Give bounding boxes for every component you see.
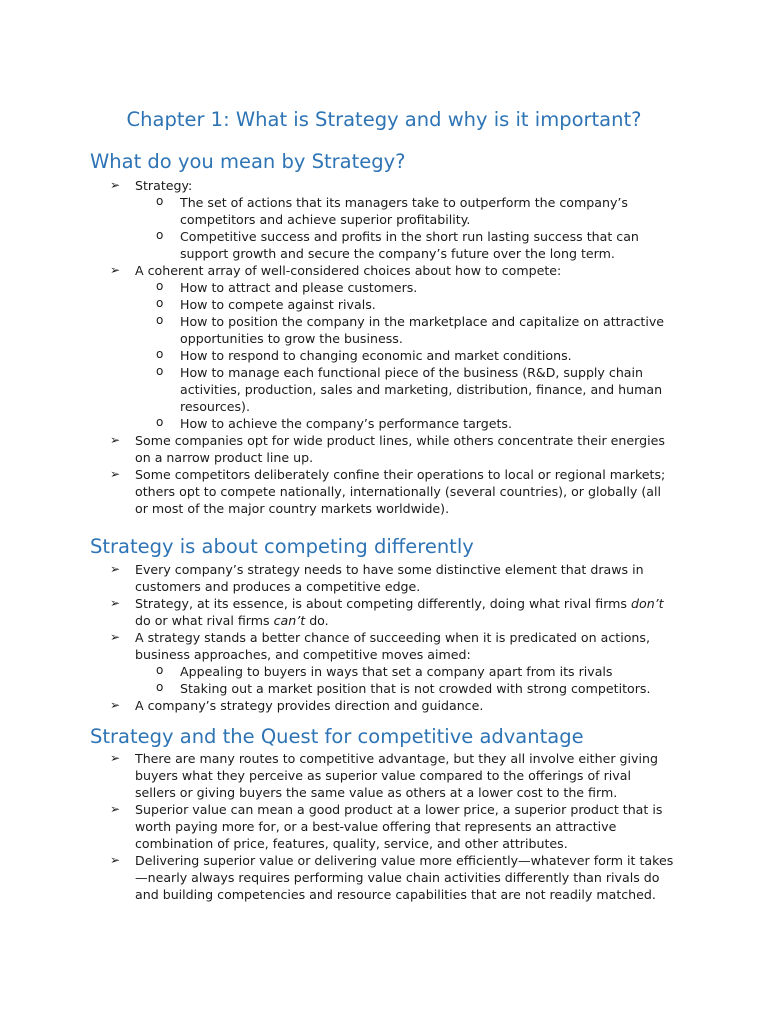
circle-bullet-icon: o bbox=[156, 279, 164, 293]
section-list-what-is-strategy bbox=[0, 177, 675, 517]
circle-bullet-icon: o bbox=[156, 663, 164, 677]
circle-bullet-icon: o bbox=[156, 347, 164, 361]
circle-bullet-icon: o bbox=[156, 228, 164, 242]
sub-bullet-item: o How to attract and please customers. bbox=[156, 279, 418, 295]
section-list-competing-differently bbox=[0, 561, 675, 714]
sub-list bbox=[135, 279, 675, 432]
sub-bullet-item: o How to position the company in the marketplace and capitalize on attractive opportunities to grow the business. bbox=[156, 313, 665, 346]
arrow-bullet-icon: ➢ bbox=[110, 698, 121, 712]
sub-bullet-item: o How to compete against rivals. bbox=[156, 296, 376, 312]
bullet-item: ➢ Superior value can mean a good product at a lower price, a superior product that is worth paying more for, or a best-value offering that represents an attractive combination of price, features, quality, service, and other attributes. bbox=[110, 802, 663, 851]
arrow-bullet-icon: ➢ bbox=[110, 596, 121, 610]
arrow-bullet-icon: ➢ bbox=[110, 802, 121, 816]
circle-bullet-icon: o bbox=[156, 415, 164, 429]
sub-bullet-item: o How to respond to changing economic and market conditions. bbox=[156, 347, 572, 363]
arrow-bullet-icon: ➢ bbox=[110, 433, 121, 447]
bullet-item: ➢ Some competitors deliberately confine their operations to local or regional markets; others opt to compete nationally, internationally (several countries), or globally (all or most of the major country markets worldwide). bbox=[110, 467, 666, 516]
sub-bullet-item: o Staking out a market position that is not crowded with strong competitors. bbox=[156, 680, 651, 696]
circle-bullet-icon: o bbox=[156, 313, 164, 327]
sub-bullet-item: o How to achieve the company’s performance targets. bbox=[156, 415, 512, 431]
bullet-item: ➢ A strategy stands a better chance of succeeding when it is predicated on actions, business approaches, and competitive moves aimed: o Appealing to buyers in ways that set a company apart from its rivals o Staking out a market position that is not crowded with strong competitors. bbox=[0, 629, 675, 697]
sub-list bbox=[135, 194, 675, 262]
bullet-item: ➢ A coherent array of well-considered choices about how to compete: o How to attract and please customers. o How to compete against rivals. o How to position the company in the marketplace and capitalize on attractive opportunities to grow the business. o How to respond to changing economic and market conditions. o How to manage each functional piece of the business (R&D, supply chain activities, production, sales and marketing, distribution, finance, and human resources). o How to achieve the company’s performance targets. bbox=[0, 262, 675, 432]
arrow-bullet-icon: ➢ bbox=[110, 562, 121, 576]
section-heading-what-is-strategy: What do you mean by Strategy? bbox=[90, 150, 406, 173]
section-list-competitive-advantage bbox=[0, 750, 675, 903]
bullet-item: ➢ Delivering superior value or delivering value more efficiently—whatever form it takes—nearly always requires performing value chain activities differently than rivals do and building competencies and resource capabilities that are not readily matched. bbox=[110, 853, 674, 902]
sub-list bbox=[135, 663, 675, 697]
circle-bullet-icon: o bbox=[156, 364, 164, 378]
arrow-bullet-icon: ➢ bbox=[110, 178, 121, 192]
chapter-title: Chapter 1: What is Strategy and why is it important? bbox=[126, 108, 642, 131]
arrow-bullet-icon: ➢ bbox=[110, 853, 121, 867]
circle-bullet-icon: o bbox=[156, 194, 164, 208]
arrow-bullet-icon: ➢ bbox=[110, 630, 121, 644]
sub-bullet-item: o The set of actions that its managers take to outperform the company’s competitors and achieve superior profitability. bbox=[156, 194, 628, 227]
arrow-bullet-icon: ➢ bbox=[110, 751, 121, 765]
circle-bullet-icon: o bbox=[156, 296, 164, 310]
sub-bullet-item: o Appealing to buyers in ways that set a company apart from its rivals bbox=[156, 663, 613, 679]
bullet-item: ➢ There are many routes to competitive advantage, but they all involve either giving buyers what they perceive as superior value compared to the offerings of rival sellers or giving buyers the same value as others at a lower cost to the firm. bbox=[110, 751, 658, 800]
bullet-item: ➢ Strategy, at its essence, is about competing differently, doing what rival firms don’t do or what rival firms can’t do. bbox=[110, 596, 664, 628]
arrow-bullet-icon: ➢ bbox=[110, 467, 121, 481]
bullet-item: ➢ Strategy: o The set of actions that its managers take to outperform the company’s competitors and achieve superior profitability. o Competitive success and profits in the short run lasting success that can support growth and secure the company’s future over the long term. bbox=[0, 177, 675, 262]
arrow-bullet-icon: ➢ bbox=[110, 263, 121, 277]
sub-bullet-item: o Competitive success and profits in the short run lasting success that can support growth and secure the company’s future over the long term. bbox=[156, 228, 639, 261]
section-heading-competing-differently: Strategy is about competing differently bbox=[90, 535, 474, 558]
circle-bullet-icon: o bbox=[156, 680, 164, 694]
bullet-item: ➢ Some companies opt for wide product lines, while others concentrate their energies on a narrow product line up. bbox=[110, 433, 665, 465]
bullet-item: ➢ Every company’s strategy needs to have some distinctive element that draws in customers and produces a competitive edge. bbox=[110, 562, 644, 594]
sub-bullet-item: o How to manage each functional piece of the business (R&D, supply chain activities, production, sales and marketing, distribution, finance, and human resources). bbox=[156, 364, 663, 414]
bullet-item: ➢ A company’s strategy provides direction and guidance. bbox=[110, 698, 484, 713]
section-heading-competitive-advantage: Strategy and the Quest for competitive advantage bbox=[90, 725, 584, 748]
